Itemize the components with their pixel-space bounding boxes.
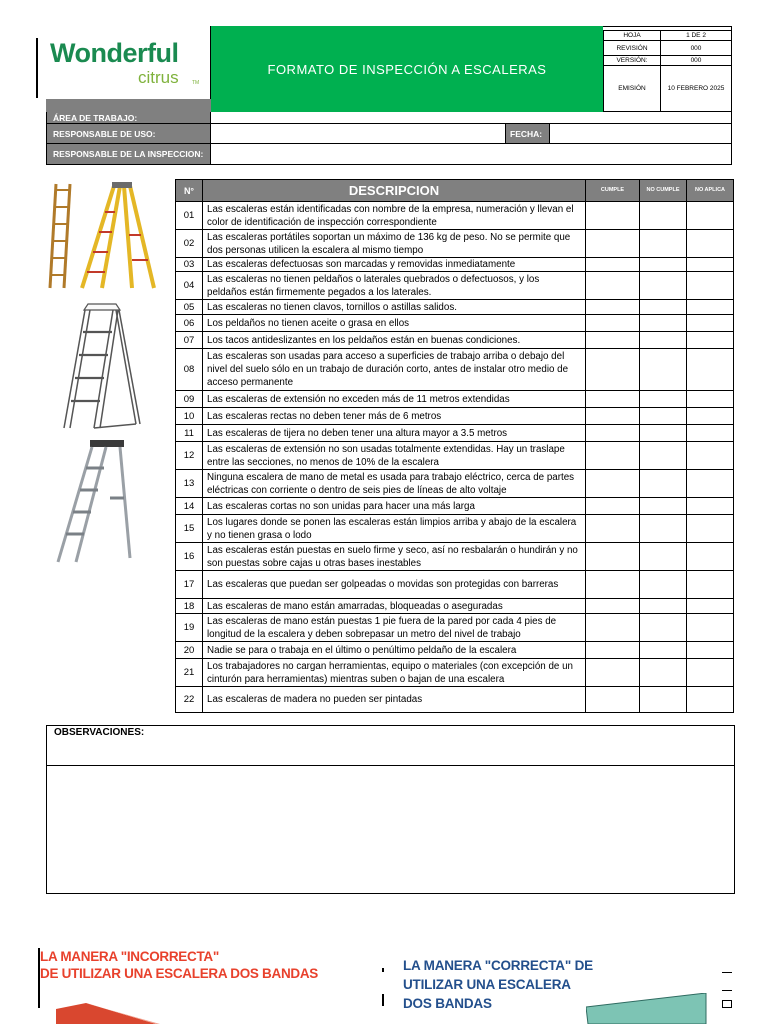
row-number: 22	[176, 687, 203, 713]
table-row	[176, 515, 734, 543]
cumple-cell[interactable]	[586, 442, 640, 470]
table-row	[176, 230, 734, 258]
row-number: 05	[176, 300, 203, 315]
row-description: Las escaleras de extensión no exceden más de 11 metros extendidas	[203, 391, 586, 408]
row-description: Los peldaños no tienen aceite o grasa en ellos	[203, 315, 586, 332]
responsable-uso-label: RESPONSABLE DE USO:	[46, 124, 211, 144]
observaciones-label: OBSERVACIONES:	[54, 727, 145, 738]
no-cumple-cell[interactable]	[640, 515, 687, 543]
correct-usage-line2: UTILIZAR UNA ESCALERA	[403, 977, 571, 992]
meta-value-version: 000	[661, 56, 732, 66]
no-aplica-cell[interactable]	[687, 230, 734, 258]
no-aplica-cell[interactable]	[687, 642, 734, 659]
row-number: 08	[176, 349, 203, 391]
row-number: 13	[176, 470, 203, 498]
no-cumple-cell[interactable]	[640, 498, 687, 515]
no-cumple-cell[interactable]	[640, 642, 687, 659]
no-aplica-cell[interactable]	[687, 425, 734, 442]
row-number: 03	[176, 258, 203, 272]
col-header-number: N°	[176, 180, 203, 202]
row-description: Las escaleras están identificadas con nombre de la empresa, numeración y llevan el color de identificación de inspección correspondiente	[203, 202, 586, 230]
banner-edge-line	[38, 948, 40, 1008]
divider-mark	[382, 968, 384, 972]
divider-mark-2	[382, 994, 384, 1006]
checklist-body	[176, 202, 734, 713]
row-description: Las escaleras de mano están amarradas, bloqueadas o aseguradas	[203, 599, 586, 614]
cumple-cell[interactable]	[586, 230, 640, 258]
row-description: Las escaleras cortas no son unidas para hacer una más larga	[203, 498, 586, 515]
no-aplica-cell[interactable]	[687, 349, 734, 391]
correct-usage-line3: DOS BANDAS	[403, 996, 492, 1011]
cumple-cell[interactable]	[586, 300, 640, 315]
no-cumple-cell[interactable]	[640, 272, 687, 300]
cumple-cell[interactable]	[586, 599, 640, 614]
ladder-illustration-step-outline	[58, 300, 143, 432]
no-aplica-cell[interactable]	[687, 332, 734, 349]
row-description: Las escaleras de madera no pueden ser pintadas	[203, 687, 586, 713]
col-header-description: DESCRIPCION	[203, 180, 586, 202]
no-cumple-cell[interactable]	[640, 391, 687, 408]
incorrect-usage-line1: LA MANERA "INCORRECTA"	[40, 949, 219, 964]
cumple-cell[interactable]	[586, 408, 640, 425]
no-aplica-cell[interactable]	[687, 515, 734, 543]
row-description: Las escaleras de mano están puestas 1 pie fuera de la pared por cada 4 pies de longitud de la escalera y deben sobrepasar un metro del nivel de trabajo	[203, 614, 586, 642]
no-aplica-cell[interactable]	[687, 687, 734, 713]
table-row	[176, 272, 734, 300]
no-aplica-cell[interactable]	[687, 571, 734, 599]
row-description: Nadie se para o trabaja en el último o penúltimo peldaño de la escalera	[203, 642, 586, 659]
row-description: Las escaleras defectuosas son marcadas y removidas inmediatamente	[203, 258, 586, 272]
tick-mark	[722, 972, 732, 973]
area-label: ÁREA DE TRABAJO:	[46, 112, 211, 124]
row-description: Las escaleras de extensión no son usadas totalmente extendidas. Hay un traslape entre las secciones, no menos de 10% de la escalera	[203, 442, 586, 470]
row-description: Las escaleras no tienen clavos, tornillos o astillas salidos.	[203, 300, 586, 315]
no-aplica-cell[interactable]	[687, 408, 734, 425]
table-row	[176, 349, 734, 391]
row-description: Las escaleras están puestas en suelo firme y seco, así no resbalarán o hundirán y no son puestas sobre cajas u otras bases inestables	[203, 543, 586, 571]
logo-gray-bar	[46, 99, 211, 112]
row-description: Las escaleras no tienen peldaños o laterales quebrados o defectuosos, y los peldaños están firmemente pegados a los laterales.	[203, 272, 586, 300]
table-row	[176, 614, 734, 642]
ladder-illustration-wood	[44, 180, 162, 292]
row-description: Las escaleras que puedan ser golpeadas o movidas son protegidas con barreras	[203, 571, 586, 599]
no-aplica-cell[interactable]	[687, 659, 734, 687]
table-row	[176, 659, 734, 687]
cumple-cell[interactable]	[586, 543, 640, 571]
row-description: Los tacos antideslizantes en los peldaños están en buenas condiciones.	[203, 332, 586, 349]
row-number: 11	[176, 425, 203, 442]
incorrect-usage-banner	[40, 948, 318, 982]
row-number: 12	[176, 442, 203, 470]
table-row	[176, 498, 734, 515]
no-cumple-cell[interactable]	[640, 687, 687, 713]
cumple-cell[interactable]	[586, 349, 640, 391]
no-aplica-cell[interactable]	[687, 442, 734, 470]
row-number: 19	[176, 614, 203, 642]
no-cumple-cell[interactable]	[640, 202, 687, 230]
row-description: Los trabajadores no cargan herramientas, equipo o materiales (con excepción de un cinturón para herramientas) mientras suben o bajan de una escalera	[203, 659, 586, 687]
ladder-illustration-step-aluminum	[50, 438, 135, 566]
table-row	[176, 599, 734, 614]
cumple-cell[interactable]	[586, 332, 640, 349]
table-row	[176, 425, 734, 442]
no-aplica-cell[interactable]	[687, 272, 734, 300]
row-number: 10	[176, 408, 203, 425]
no-cumple-cell[interactable]	[640, 614, 687, 642]
row-number: 20	[176, 642, 203, 659]
cumple-cell[interactable]	[586, 272, 640, 300]
meta-label-emision: EMISIÓN	[603, 66, 661, 112]
row-description: Los lugares donde se ponen las escaleras están limpios arriba y abajo de la escalera y no tienen grasa o lodo	[203, 515, 586, 543]
correct-usage-illustration	[586, 993, 708, 1024]
row-number: 07	[176, 332, 203, 349]
table-row	[176, 332, 734, 349]
cumple-cell[interactable]	[586, 470, 640, 498]
table-row	[176, 391, 734, 408]
no-aplica-cell[interactable]	[687, 470, 734, 498]
no-cumple-cell[interactable]	[640, 543, 687, 571]
cumple-cell[interactable]	[586, 425, 640, 442]
row-description: Las escaleras son usadas para acceso a superficies de trabajo arriba o debajo del nivel del suelo sólo en un trabajo de duración corto, antes de instalar otro medio de acceso permanente	[203, 349, 586, 391]
no-aplica-cell[interactable]	[687, 258, 734, 272]
responsable-uso-field[interactable]	[211, 124, 505, 144]
row-number: 16	[176, 543, 203, 571]
no-aplica-cell[interactable]	[687, 498, 734, 515]
no-cumple-cell[interactable]	[640, 599, 687, 614]
row-number: 17	[176, 571, 203, 599]
incorrect-usage-line2: DE UTILIZAR UNA ESCALERA DOS BANDAS	[40, 966, 319, 981]
table-row	[176, 408, 734, 425]
no-cumple-cell[interactable]	[640, 300, 687, 315]
meta-value-hoja: 1 DE 2	[661, 30, 732, 41]
table-row	[176, 300, 734, 315]
responsable-insp-label: RESPONSABLE DE LA INSPECCION:	[46, 144, 211, 165]
fecha-field[interactable]	[550, 124, 732, 144]
row-number: 18	[176, 599, 203, 614]
no-cumple-cell[interactable]	[640, 408, 687, 425]
meta-label-version: VERSIÓN:	[603, 56, 661, 66]
no-cumple-cell[interactable]	[640, 442, 687, 470]
fecha-label: FECHA:	[505, 124, 550, 144]
col-header-no-aplica: NO APLICA	[687, 180, 734, 202]
table-row	[176, 470, 734, 498]
meta-value-emision: 10 FEBRERO 2025	[661, 66, 732, 112]
row-description: Las escaleras portátiles soportan un máximo de 136 kg de peso. No se permite que dos personas utilicen la escalera al mismo tiempo	[203, 230, 586, 258]
cumple-cell[interactable]	[586, 659, 640, 687]
no-cumple-cell[interactable]	[640, 425, 687, 442]
cumple-cell[interactable]	[586, 642, 640, 659]
no-cumple-cell[interactable]	[640, 315, 687, 332]
row-number: 02	[176, 230, 203, 258]
no-aplica-cell[interactable]	[687, 202, 734, 230]
table-row	[176, 315, 734, 332]
no-cumple-cell[interactable]	[640, 571, 687, 599]
cumple-cell[interactable]	[586, 315, 640, 332]
document-title	[211, 26, 603, 112]
no-aplica-cell[interactable]	[687, 391, 734, 408]
cumple-cell[interactable]	[586, 515, 640, 543]
observaciones-field[interactable]	[47, 766, 734, 893]
row-description: Las escaleras rectas no deben tener más de 6 metros	[203, 408, 586, 425]
tick-box	[722, 1000, 732, 1008]
col-header-no-cumple: NO CUMPLE	[640, 180, 687, 202]
cumple-cell[interactable]	[586, 202, 640, 230]
cumple-cell[interactable]	[586, 258, 640, 272]
cumple-cell[interactable]	[586, 687, 640, 713]
table-row	[176, 202, 734, 230]
table-row	[176, 687, 734, 713]
row-number: 09	[176, 391, 203, 408]
no-cumple-cell[interactable]	[640, 470, 687, 498]
no-cumple-cell[interactable]	[640, 332, 687, 349]
cumple-cell[interactable]	[586, 614, 640, 642]
table-row	[176, 442, 734, 470]
row-description: Ninguna escalera de mano de metal es usada para trabajo eléctrico, cerca de partes eléctricas con corriente o dentro de seis pies de líneas de alto voltaje	[203, 470, 586, 498]
row-description: Las escaleras de tijera no deben tener una altura mayor a 3.5 metros	[203, 425, 586, 442]
row-number: 04	[176, 272, 203, 300]
cumple-cell[interactable]	[586, 571, 640, 599]
row-number: 15	[176, 515, 203, 543]
responsable-insp-field[interactable]	[211, 144, 732, 165]
area-field[interactable]	[211, 112, 732, 124]
tick-mark	[722, 990, 732, 991]
document-title-text: FORMATO DE INSPECCIÓN A ESCALERAS	[267, 61, 547, 77]
table-row	[176, 258, 734, 272]
row-number: 01	[176, 202, 203, 230]
col-header-cumple: CUMPLE	[586, 180, 640, 202]
logo-bracket	[36, 38, 38, 98]
correct-usage-banner	[403, 956, 593, 1013]
no-aplica-cell[interactable]	[687, 543, 734, 571]
row-number: 21	[176, 659, 203, 687]
meta-label-revision: REVISIÓN	[603, 41, 661, 56]
meta-value-revision: 000	[661, 41, 732, 56]
no-aplica-cell[interactable]	[687, 599, 734, 614]
correct-usage-line1: LA MANERA "CORRECTA" DE	[403, 958, 593, 973]
no-cumple-cell[interactable]	[640, 258, 687, 272]
row-number: 14	[176, 498, 203, 515]
meta-label-hoja: HOJA	[603, 30, 661, 41]
table-row	[176, 642, 734, 659]
table-row	[176, 571, 734, 599]
no-aplica-cell[interactable]	[687, 300, 734, 315]
logo-trademark: TM	[192, 80, 200, 86]
table-row	[176, 543, 734, 571]
logo-wordmark: Wonderful	[50, 38, 179, 68]
cumple-cell[interactable]	[586, 391, 640, 408]
no-cumple-cell[interactable]	[640, 230, 687, 258]
no-aplica-cell[interactable]	[687, 315, 734, 332]
cumple-cell[interactable]	[586, 498, 640, 515]
inspection-checklist	[175, 179, 734, 713]
no-cumple-cell[interactable]	[640, 659, 687, 687]
incorrect-usage-illustration	[56, 1003, 166, 1024]
logo-subtitle: citrus	[138, 68, 179, 87]
no-cumple-cell[interactable]	[640, 349, 687, 391]
row-number: 06	[176, 315, 203, 332]
no-aplica-cell[interactable]	[687, 614, 734, 642]
